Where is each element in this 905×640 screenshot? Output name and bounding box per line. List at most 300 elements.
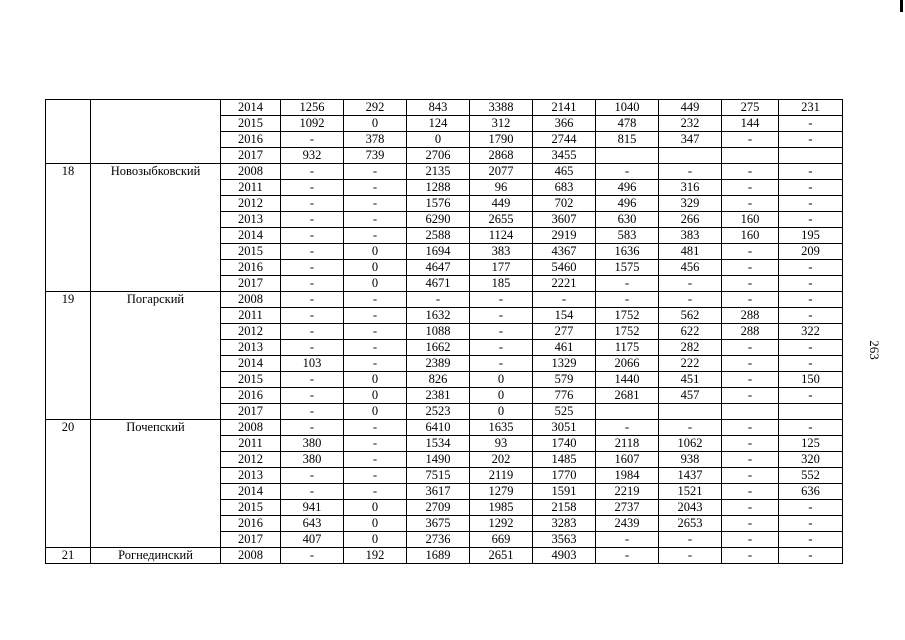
district-number: 18 (46, 164, 91, 292)
value-cell: 457 (659, 388, 722, 404)
value-cell: 1292 (470, 516, 533, 532)
value-cell: 160 (722, 228, 779, 244)
value-cell: 277 (533, 324, 596, 340)
year-cell: 2016 (221, 260, 281, 276)
value-cell: 2588 (407, 228, 470, 244)
value-cell: 1288 (407, 180, 470, 196)
value-cell: 383 (470, 244, 533, 260)
value-cell: - (344, 228, 407, 244)
value-cell: 2736 (407, 532, 470, 548)
value-cell: 739 (344, 148, 407, 164)
value-cell: 0 (344, 388, 407, 404)
value-cell: - (779, 420, 843, 436)
value-cell: 266 (659, 212, 722, 228)
value-cell: 451 (659, 372, 722, 388)
value-cell: 1694 (407, 244, 470, 260)
value-cell: - (722, 340, 779, 356)
value-cell: 312 (470, 116, 533, 132)
value-cell: - (470, 324, 533, 340)
district-number: 20 (46, 420, 91, 548)
value-cell: - (470, 308, 533, 324)
value-cell: - (722, 420, 779, 436)
value-cell (779, 404, 843, 420)
value-cell: 288 (722, 308, 779, 324)
value-cell: 3455 (533, 148, 596, 164)
value-cell: 185 (470, 276, 533, 292)
value-cell: 4367 (533, 244, 596, 260)
table-row (46, 420, 843, 436)
value-cell (596, 148, 659, 164)
value-cell: - (470, 340, 533, 356)
value-cell: 2737 (596, 500, 659, 516)
value-cell: 292 (344, 100, 407, 116)
value-cell: - (281, 276, 344, 292)
value-cell: - (779, 116, 843, 132)
value-cell: 288 (722, 324, 779, 340)
value-cell: 2077 (470, 164, 533, 180)
value-cell: 5460 (533, 260, 596, 276)
value-cell: 1062 (659, 436, 722, 452)
value-cell: 316 (659, 180, 722, 196)
value-cell: - (779, 548, 843, 564)
value-cell: 144 (722, 116, 779, 132)
value-cell: 1591 (533, 484, 596, 500)
value-cell: 2381 (407, 388, 470, 404)
value-cell: - (779, 356, 843, 372)
year-cell: 2017 (221, 404, 281, 420)
value-cell: 154 (533, 308, 596, 324)
value-cell (596, 404, 659, 420)
value-cell: 2706 (407, 148, 470, 164)
value-cell: - (722, 196, 779, 212)
value-cell: - (344, 164, 407, 180)
value-cell: - (779, 164, 843, 180)
value-cell: 4903 (533, 548, 596, 564)
value-cell: 0 (344, 116, 407, 132)
value-cell: - (281, 324, 344, 340)
value-cell: - (344, 340, 407, 356)
year-cell: 2013 (221, 468, 281, 484)
value-cell: - (281, 388, 344, 404)
value-cell: 1440 (596, 372, 659, 388)
district-number (46, 100, 91, 164)
value-cell: - (344, 292, 407, 308)
value-cell: 0 (344, 500, 407, 516)
value-cell: 0 (344, 276, 407, 292)
year-cell: 2012 (221, 452, 281, 468)
value-cell: 1534 (407, 436, 470, 452)
value-cell: 0 (344, 260, 407, 276)
value-cell: 1636 (596, 244, 659, 260)
value-cell (659, 148, 722, 164)
value-cell: 0 (344, 404, 407, 420)
value-cell: - (779, 180, 843, 196)
value-cell: 938 (659, 452, 722, 468)
value-cell: - (281, 308, 344, 324)
value-cell: 1632 (407, 308, 470, 324)
value-cell: 380 (281, 436, 344, 452)
value-cell: - (779, 196, 843, 212)
value-cell: 525 (533, 404, 596, 420)
value-cell: - (281, 548, 344, 564)
year-cell: 2011 (221, 180, 281, 196)
district-name: Новозыбковский (91, 164, 221, 292)
year-cell: 2015 (221, 372, 281, 388)
value-cell: 562 (659, 308, 722, 324)
value-cell: 1437 (659, 468, 722, 484)
table-body (46, 100, 843, 564)
value-cell: - (344, 420, 407, 436)
value-cell: 583 (596, 228, 659, 244)
value-cell: 2389 (407, 356, 470, 372)
value-cell: - (659, 532, 722, 548)
value-cell: 0 (344, 372, 407, 388)
value-cell: - (596, 276, 659, 292)
value-cell: 192 (344, 548, 407, 564)
value-cell: 1635 (470, 420, 533, 436)
value-cell: 1088 (407, 324, 470, 340)
value-cell: 2653 (659, 516, 722, 532)
value-cell: 3607 (533, 212, 596, 228)
value-cell: - (659, 292, 722, 308)
year-cell: 2012 (221, 324, 281, 340)
value-cell: - (779, 388, 843, 404)
value-cell: 1576 (407, 196, 470, 212)
value-cell: 7515 (407, 468, 470, 484)
value-cell: 2043 (659, 500, 722, 516)
value-cell: 630 (596, 212, 659, 228)
value-cell: - (779, 260, 843, 276)
value-cell: - (722, 468, 779, 484)
table-row (46, 548, 843, 564)
value-cell: - (596, 532, 659, 548)
value-cell: 4671 (407, 276, 470, 292)
value-cell: 0 (344, 516, 407, 532)
year-cell: 2014 (221, 356, 281, 372)
value-cell: 2655 (470, 212, 533, 228)
value-cell: 2523 (407, 404, 470, 420)
value-cell: 3563 (533, 532, 596, 548)
value-cell: 1490 (407, 452, 470, 468)
value-cell: 195 (779, 228, 843, 244)
value-cell: 2158 (533, 500, 596, 516)
value-cell: 407 (281, 532, 344, 548)
district-number: 19 (46, 292, 91, 420)
value-cell: - (779, 132, 843, 148)
value-cell: 96 (470, 180, 533, 196)
value-cell: 1521 (659, 484, 722, 500)
value-cell: 1575 (596, 260, 659, 276)
value-cell: 160 (722, 212, 779, 228)
year-cell: 2011 (221, 436, 281, 452)
year-cell: 2017 (221, 148, 281, 164)
value-cell: - (344, 324, 407, 340)
value-cell: 2219 (596, 484, 659, 500)
value-cell (659, 404, 722, 420)
value-cell: 1256 (281, 100, 344, 116)
value-cell: 275 (722, 100, 779, 116)
value-cell: - (407, 292, 470, 308)
value-cell: 826 (407, 372, 470, 388)
value-cell: - (281, 244, 344, 260)
value-cell: 378 (344, 132, 407, 148)
year-cell: 2017 (221, 276, 281, 292)
value-cell: 1689 (407, 548, 470, 564)
value-cell: 0 (344, 532, 407, 548)
value-cell: 1790 (470, 132, 533, 148)
value-cell: - (779, 292, 843, 308)
value-cell: 622 (659, 324, 722, 340)
value-cell: 2868 (470, 148, 533, 164)
year-cell: 2016 (221, 132, 281, 148)
value-cell: 636 (779, 484, 843, 500)
value-cell: 3051 (533, 420, 596, 436)
year-cell: 2016 (221, 516, 281, 532)
value-cell: - (344, 212, 407, 228)
value-cell: 2066 (596, 356, 659, 372)
value-cell: - (722, 180, 779, 196)
value-cell: 202 (470, 452, 533, 468)
value-cell: 1752 (596, 324, 659, 340)
value-cell: 776 (533, 388, 596, 404)
value-cell: - (344, 436, 407, 452)
value-cell: 1984 (596, 468, 659, 484)
value-cell: 2651 (470, 548, 533, 564)
value-cell: - (344, 356, 407, 372)
district-name: Рогнединский (91, 548, 221, 564)
value-cell: 0 (407, 132, 470, 148)
value-cell: - (722, 452, 779, 468)
value-cell: 449 (659, 100, 722, 116)
value-cell: 1985 (470, 500, 533, 516)
value-cell: 3388 (470, 100, 533, 116)
value-cell: 1175 (596, 340, 659, 356)
value-cell: 93 (470, 436, 533, 452)
value-cell: 1124 (470, 228, 533, 244)
page-edge-mark (900, 0, 903, 12)
value-cell (779, 148, 843, 164)
value-cell: 380 (281, 452, 344, 468)
year-cell: 2014 (221, 100, 281, 116)
value-cell (722, 148, 779, 164)
district-name: Почепский (91, 420, 221, 548)
value-cell: 4647 (407, 260, 470, 276)
value-cell: - (281, 420, 344, 436)
value-cell: - (281, 228, 344, 244)
value-cell: - (722, 164, 779, 180)
value-cell: 6290 (407, 212, 470, 228)
value-cell: 2135 (407, 164, 470, 180)
value-cell: - (281, 484, 344, 500)
year-cell: 2014 (221, 228, 281, 244)
district-name: Погарский (91, 292, 221, 420)
value-cell: 815 (596, 132, 659, 148)
value-cell: 702 (533, 196, 596, 212)
value-cell: - (281, 164, 344, 180)
value-cell: 150 (779, 372, 843, 388)
value-cell: 456 (659, 260, 722, 276)
value-cell: 322 (779, 324, 843, 340)
value-cell: - (344, 484, 407, 500)
value-cell: 932 (281, 148, 344, 164)
value-cell: 496 (596, 180, 659, 196)
value-cell: - (722, 388, 779, 404)
value-cell: 669 (470, 532, 533, 548)
value-cell: 843 (407, 100, 470, 116)
value-cell: - (779, 276, 843, 292)
value-cell: - (596, 420, 659, 436)
value-cell: - (659, 420, 722, 436)
year-cell: 2013 (221, 340, 281, 356)
value-cell: 0 (344, 244, 407, 260)
value-cell: 1279 (470, 484, 533, 500)
table-row (46, 164, 843, 180)
table-row (46, 292, 843, 308)
value-cell: 222 (659, 356, 722, 372)
value-cell: 2119 (470, 468, 533, 484)
value-cell: - (722, 484, 779, 500)
value-cell: - (659, 276, 722, 292)
value-cell: - (722, 436, 779, 452)
value-cell: 481 (659, 244, 722, 260)
value-cell: - (779, 308, 843, 324)
year-cell: 2008 (221, 420, 281, 436)
value-cell: 329 (659, 196, 722, 212)
value-cell: 320 (779, 452, 843, 468)
value-cell: - (344, 308, 407, 324)
year-cell: 2015 (221, 116, 281, 132)
value-cell: 465 (533, 164, 596, 180)
value-cell: - (779, 532, 843, 548)
year-cell: 2017 (221, 532, 281, 548)
value-cell: - (659, 164, 722, 180)
value-cell: 1752 (596, 308, 659, 324)
value-cell: - (779, 500, 843, 516)
district-number: 21 (46, 548, 91, 564)
value-cell: - (533, 292, 596, 308)
year-cell: 2011 (221, 308, 281, 324)
district-name (91, 100, 221, 164)
value-cell: - (281, 132, 344, 148)
value-cell: - (470, 292, 533, 308)
value-cell: 2439 (596, 516, 659, 532)
value-cell: 1040 (596, 100, 659, 116)
year-cell: 2014 (221, 484, 281, 500)
value-cell: 643 (281, 516, 344, 532)
value-cell: 6410 (407, 420, 470, 436)
value-cell: 3283 (533, 516, 596, 532)
value-cell: - (596, 164, 659, 180)
value-cell: - (281, 180, 344, 196)
value-cell: - (281, 468, 344, 484)
year-cell: 2008 (221, 292, 281, 308)
data-table (45, 99, 843, 564)
value-cell: 3617 (407, 484, 470, 500)
value-cell: - (722, 500, 779, 516)
value-cell: 941 (281, 500, 344, 516)
value-cell: - (722, 244, 779, 260)
value-cell: 0 (470, 388, 533, 404)
value-cell: - (722, 516, 779, 532)
value-cell: 0 (470, 404, 533, 420)
year-cell: 2012 (221, 196, 281, 212)
value-cell: - (596, 548, 659, 564)
value-cell: 383 (659, 228, 722, 244)
year-cell: 2013 (221, 212, 281, 228)
value-cell: - (722, 532, 779, 548)
value-cell: 1607 (596, 452, 659, 468)
value-cell: - (281, 260, 344, 276)
value-cell: 232 (659, 116, 722, 132)
value-cell: 1485 (533, 452, 596, 468)
value-cell: 125 (779, 436, 843, 452)
value-cell: 2919 (533, 228, 596, 244)
value-cell: 449 (470, 196, 533, 212)
value-cell: 461 (533, 340, 596, 356)
value-cell: - (596, 292, 659, 308)
year-cell: 2015 (221, 244, 281, 260)
value-cell: - (722, 276, 779, 292)
page-number: 263 (866, 340, 882, 360)
value-cell: 282 (659, 340, 722, 356)
value-cell: - (344, 196, 407, 212)
value-cell: 496 (596, 196, 659, 212)
year-cell: 2008 (221, 164, 281, 180)
value-cell: 1770 (533, 468, 596, 484)
table-row (46, 100, 843, 116)
value-cell: 478 (596, 116, 659, 132)
value-cell (722, 404, 779, 420)
value-cell: - (281, 196, 344, 212)
year-cell: 2008 (221, 548, 281, 564)
value-cell: - (722, 132, 779, 148)
value-cell: 3675 (407, 516, 470, 532)
value-cell: 177 (470, 260, 533, 276)
value-cell: - (722, 292, 779, 308)
value-cell: 0 (470, 372, 533, 388)
value-cell: - (722, 372, 779, 388)
value-cell: 579 (533, 372, 596, 388)
value-cell: 1740 (533, 436, 596, 452)
value-cell: 366 (533, 116, 596, 132)
value-cell: - (722, 260, 779, 276)
value-cell: 552 (779, 468, 843, 484)
value-cell: 2141 (533, 100, 596, 116)
value-cell: - (470, 356, 533, 372)
value-cell: - (281, 404, 344, 420)
value-cell: - (722, 548, 779, 564)
value-cell: - (344, 452, 407, 468)
value-cell: 2221 (533, 276, 596, 292)
value-cell: 209 (779, 244, 843, 260)
value-cell: - (779, 212, 843, 228)
year-cell: 2016 (221, 388, 281, 404)
value-cell: 103 (281, 356, 344, 372)
value-cell: 2709 (407, 500, 470, 516)
value-cell: - (779, 340, 843, 356)
value-cell: 1329 (533, 356, 596, 372)
value-cell: 1662 (407, 340, 470, 356)
value-cell: 683 (533, 180, 596, 196)
value-cell: 2681 (596, 388, 659, 404)
value-cell: 2744 (533, 132, 596, 148)
value-cell: - (281, 372, 344, 388)
value-cell: 2118 (596, 436, 659, 452)
value-cell: - (281, 212, 344, 228)
value-cell: - (779, 516, 843, 532)
value-cell: - (344, 180, 407, 196)
value-cell: 124 (407, 116, 470, 132)
